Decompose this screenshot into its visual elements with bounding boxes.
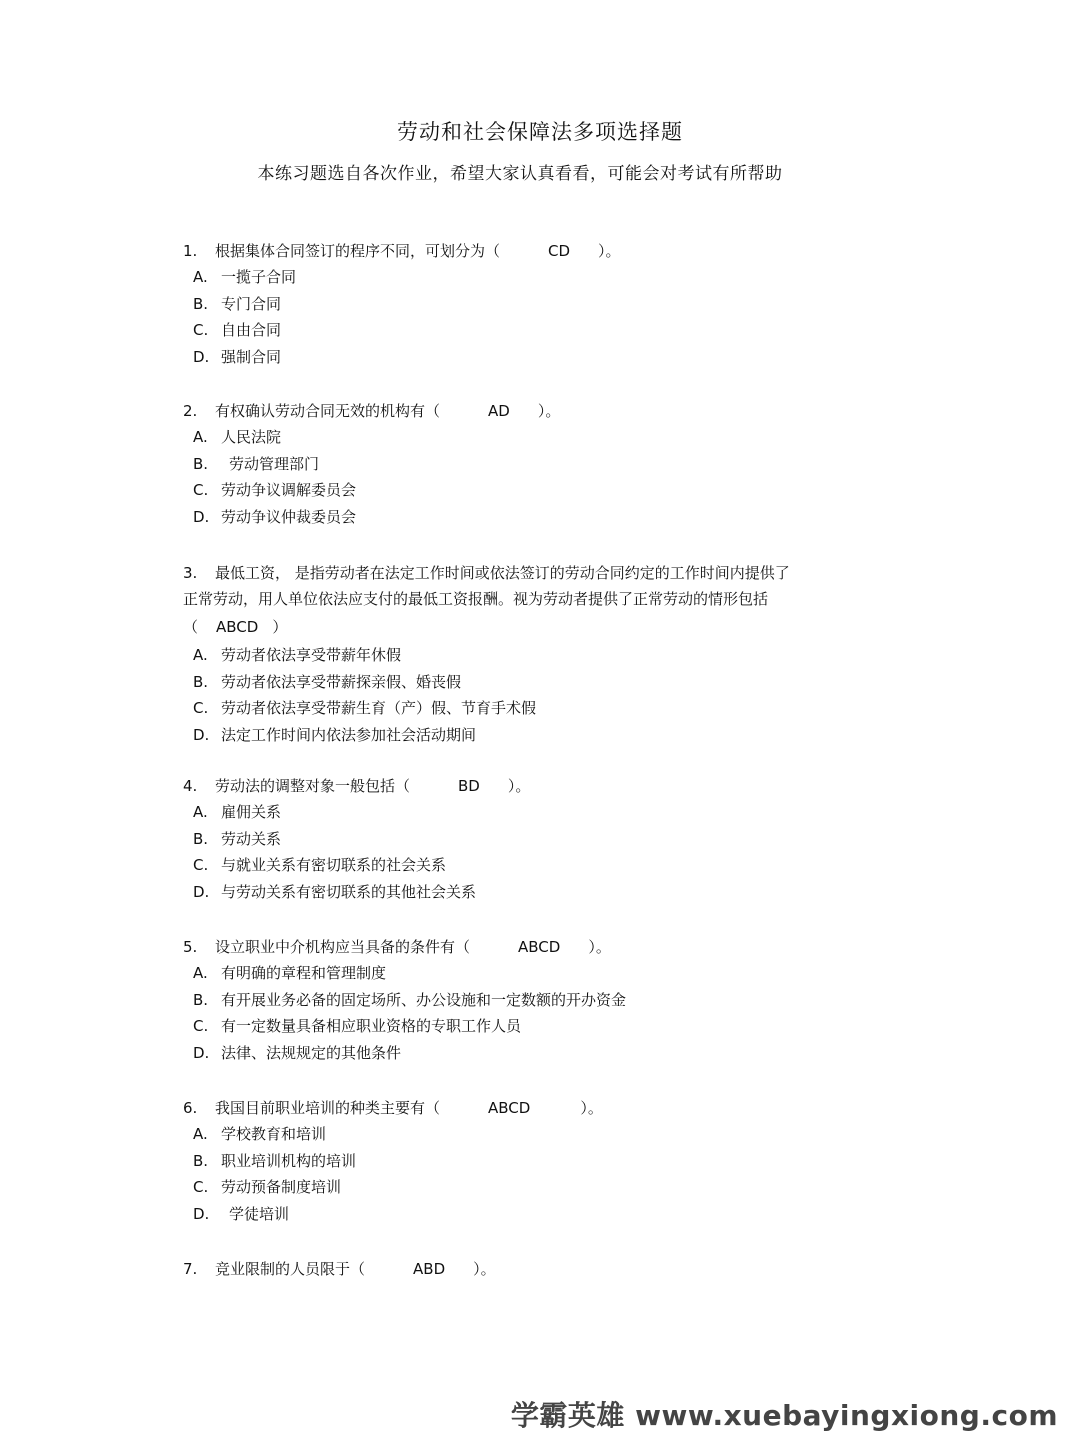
answer-key: CD [548,242,571,260]
option-letter: A. [193,646,208,664]
option-c [183,477,843,504]
option-letter: B. [193,829,209,848]
option-b [183,987,843,1014]
option-a [183,960,843,987]
question-number: 7. [183,1260,198,1278]
option-text: 专门合同 [221,294,282,313]
option-b [183,291,843,318]
question-stem [183,1095,843,1121]
answer-key: ABCD [518,938,561,956]
option-text: 有开展业务必备的固定场所、办公设施和一定数额的开办资金 [221,990,627,1009]
option-letter: B. [193,294,209,313]
option-d [183,1040,843,1067]
option-text: 法律、法规规定的其他条件 [221,1044,402,1063]
option-b [183,451,843,478]
answer-key: BD [458,777,480,795]
question-answer-line [183,612,843,642]
option-d [183,722,843,749]
option-letter: B. [193,454,209,473]
question-close: ）。 [507,777,531,795]
question-stem-continued: 正常劳动，用人单位依法应支付的最低工资报酬。视为劳动者提供了正常劳动的情形包括 [183,590,769,608]
option-letter: B. [193,672,209,691]
question-6 [183,1095,843,1228]
option-letter: C. [193,1178,209,1197]
option-letter: B. [193,1151,209,1170]
option-text: 劳动管理部门 [229,454,320,473]
question-close: ）。 [537,402,561,420]
option-letter: C. [193,481,209,500]
question-text: 设立职业中介机构应当具备的条件有（ [215,938,471,956]
option-letter: B. [193,990,209,1009]
option-a [183,424,843,451]
option-text: 劳动者依法享受带薪探亲假、婚丧假 [221,672,462,691]
question-text: 根据集体合同签订的程序不同，可划分为（ [215,242,501,260]
option-letter: C. [193,856,209,875]
question-stem [183,398,843,424]
question-number: 5. [183,938,198,956]
option-a [183,264,843,291]
option-letter: A. [193,803,208,821]
option-text: 劳动者依法享受带薪生育（产）假、节育手术假 [221,699,537,718]
question-close: ）。 [598,242,621,260]
footer-watermark: 学霸英雄 www.xuebayingxiong.com [510,1399,1058,1432]
option-text: 与就业关系有密切联系的社会关系 [221,856,447,875]
page-title: 劳动和社会保障法多项选择题 [397,120,683,144]
option-a [183,799,843,826]
option-letter: C. [193,699,209,718]
option-letter: A. [193,428,208,446]
option-text: 自由合同 [221,321,282,340]
option-letter: D. [193,1044,210,1063]
question-close: ）。 [580,1099,603,1117]
option-letter: A. [193,964,208,982]
option-a [183,642,843,669]
option-text: 劳动争议仲裁委员会 [221,508,357,527]
option-text: 人民法院 [221,428,282,446]
option-text: 法定工作时间内依法参加社会活动期间 [221,726,477,745]
answer-key: ABCD [216,618,259,636]
option-letter: A. [193,1125,208,1143]
question-number: 1. [183,242,198,260]
question-text: 竞业限制的人员限于（ [215,1260,366,1278]
question-2 [183,398,843,531]
question-stem [183,238,843,264]
option-letter: D. [193,508,210,527]
option-a [183,1121,843,1148]
question-stem [183,560,843,586]
question-number: 2. [183,402,198,420]
option-text: 与劳动关系有密切联系的其他社会关系 [221,883,477,902]
option-text: 雇佣关系 [221,803,282,821]
option-c [183,317,843,344]
question-stem [183,934,843,960]
question-4 [183,773,843,906]
question-5 [183,934,843,1067]
option-d [183,344,843,371]
option-text: 劳动争议调解委员会 [221,481,357,500]
option-c [183,1174,843,1201]
option-c [183,1013,843,1040]
question-stem [183,773,843,799]
question-text: 我国目前职业培训的种类主要有（ [215,1099,441,1117]
option-text: 劳动关系 [221,829,282,848]
question-close: ）。 [588,938,611,956]
option-text: 劳动者依法享受带薪年休假 [221,646,402,664]
option-text: 劳动预备制度培训 [221,1178,342,1197]
question-7 [183,1256,843,1282]
question-number: 3. [183,564,198,582]
option-letter: D. [193,1205,210,1224]
question-open: （ [183,618,199,636]
option-text: 有明确的章程和管理制度 [221,964,387,982]
question-text: 最低工资， 是指劳动者在法定工作时间或依法签订的劳动合同约定的工作时间内提供了 [215,564,790,582]
option-d [183,1201,843,1228]
option-c [183,852,843,879]
question-number: 6. [183,1099,198,1117]
option-letter: C. [193,321,209,340]
question-close: ）。 [473,1260,496,1278]
option-letter: A. [193,268,208,286]
question-1 [183,238,843,371]
question-number: 4. [183,777,198,795]
option-text: 有一定数量具备相应职业资格的专职工作人员 [221,1017,522,1036]
answer-key: ABD [413,1260,446,1278]
option-text: 一揽子合同 [221,268,297,286]
option-text: 学校教育和培训 [221,1125,327,1143]
question-text: 劳动法的调整对象一般包括（ [215,777,411,795]
option-text: 职业培训机构的培训 [221,1151,357,1170]
option-text: 学徒培训 [229,1205,290,1224]
option-letter: C. [193,1017,209,1036]
option-text: 强制合同 [221,348,282,367]
option-d [183,879,843,906]
option-letter: D. [193,883,210,902]
option-letter: D. [193,348,210,367]
answer-key: AD [488,402,510,420]
question-3 [183,560,843,749]
option-b [183,669,843,696]
answer-key: ABCD [488,1099,531,1117]
question-stem [183,1256,843,1282]
option-c [183,695,843,722]
page-subtitle: 本练习题选自各次作业，希望大家认真看看，可能会对考试有所帮助 [257,164,783,184]
option-d [183,504,843,531]
option-b [183,1148,843,1175]
option-b [183,826,843,853]
question-text: 有权确认劳动合同无效的机构有（ [215,402,441,420]
option-letter: D. [193,726,210,745]
question-close: ） [272,618,288,636]
